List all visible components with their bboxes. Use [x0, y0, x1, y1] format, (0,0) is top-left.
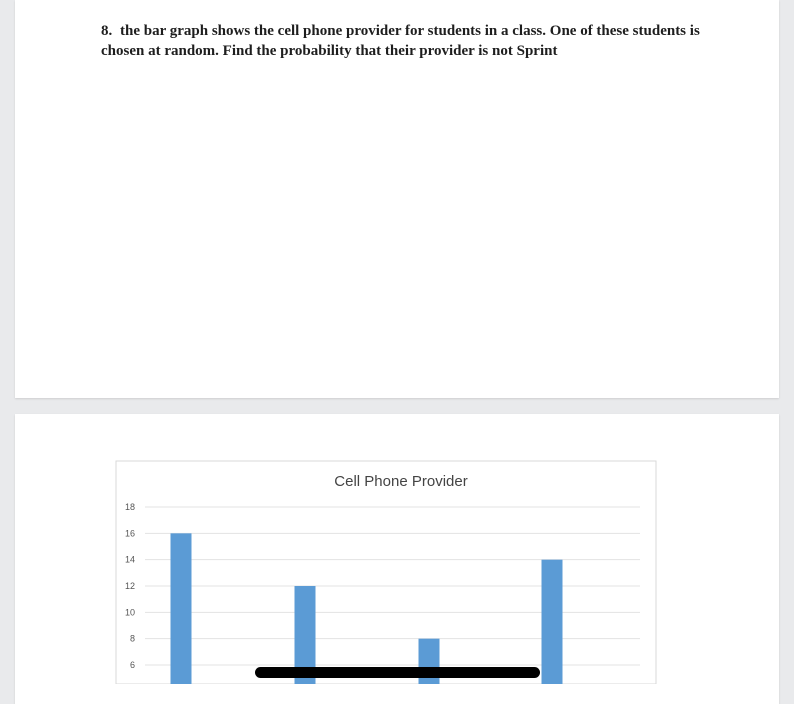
y-tick-label: 18: [124, 502, 135, 512]
bar-1: [171, 533, 192, 684]
y-tick-label: 12: [124, 581, 135, 591]
y-tick-label: 14: [124, 554, 135, 565]
y-tick-label: 8: [129, 633, 135, 644]
y-tick-label: 16: [124, 528, 135, 539]
bar-4: [542, 560, 563, 684]
chart-area: [116, 461, 656, 684]
y-tick-label: 6: [129, 660, 135, 670]
y-tick-label: 10: [124, 607, 135, 618]
chart-title: Cell Phone Provider: [334, 473, 468, 490]
question-number: 8.: [101, 23, 113, 39]
home-indicator-bar: [255, 667, 540, 678]
question-text: the bar graph shows the cell phone provider for students in a class. One of these students is chosen at random. Find the probability that their provider is not Sprint: [101, 23, 700, 59]
